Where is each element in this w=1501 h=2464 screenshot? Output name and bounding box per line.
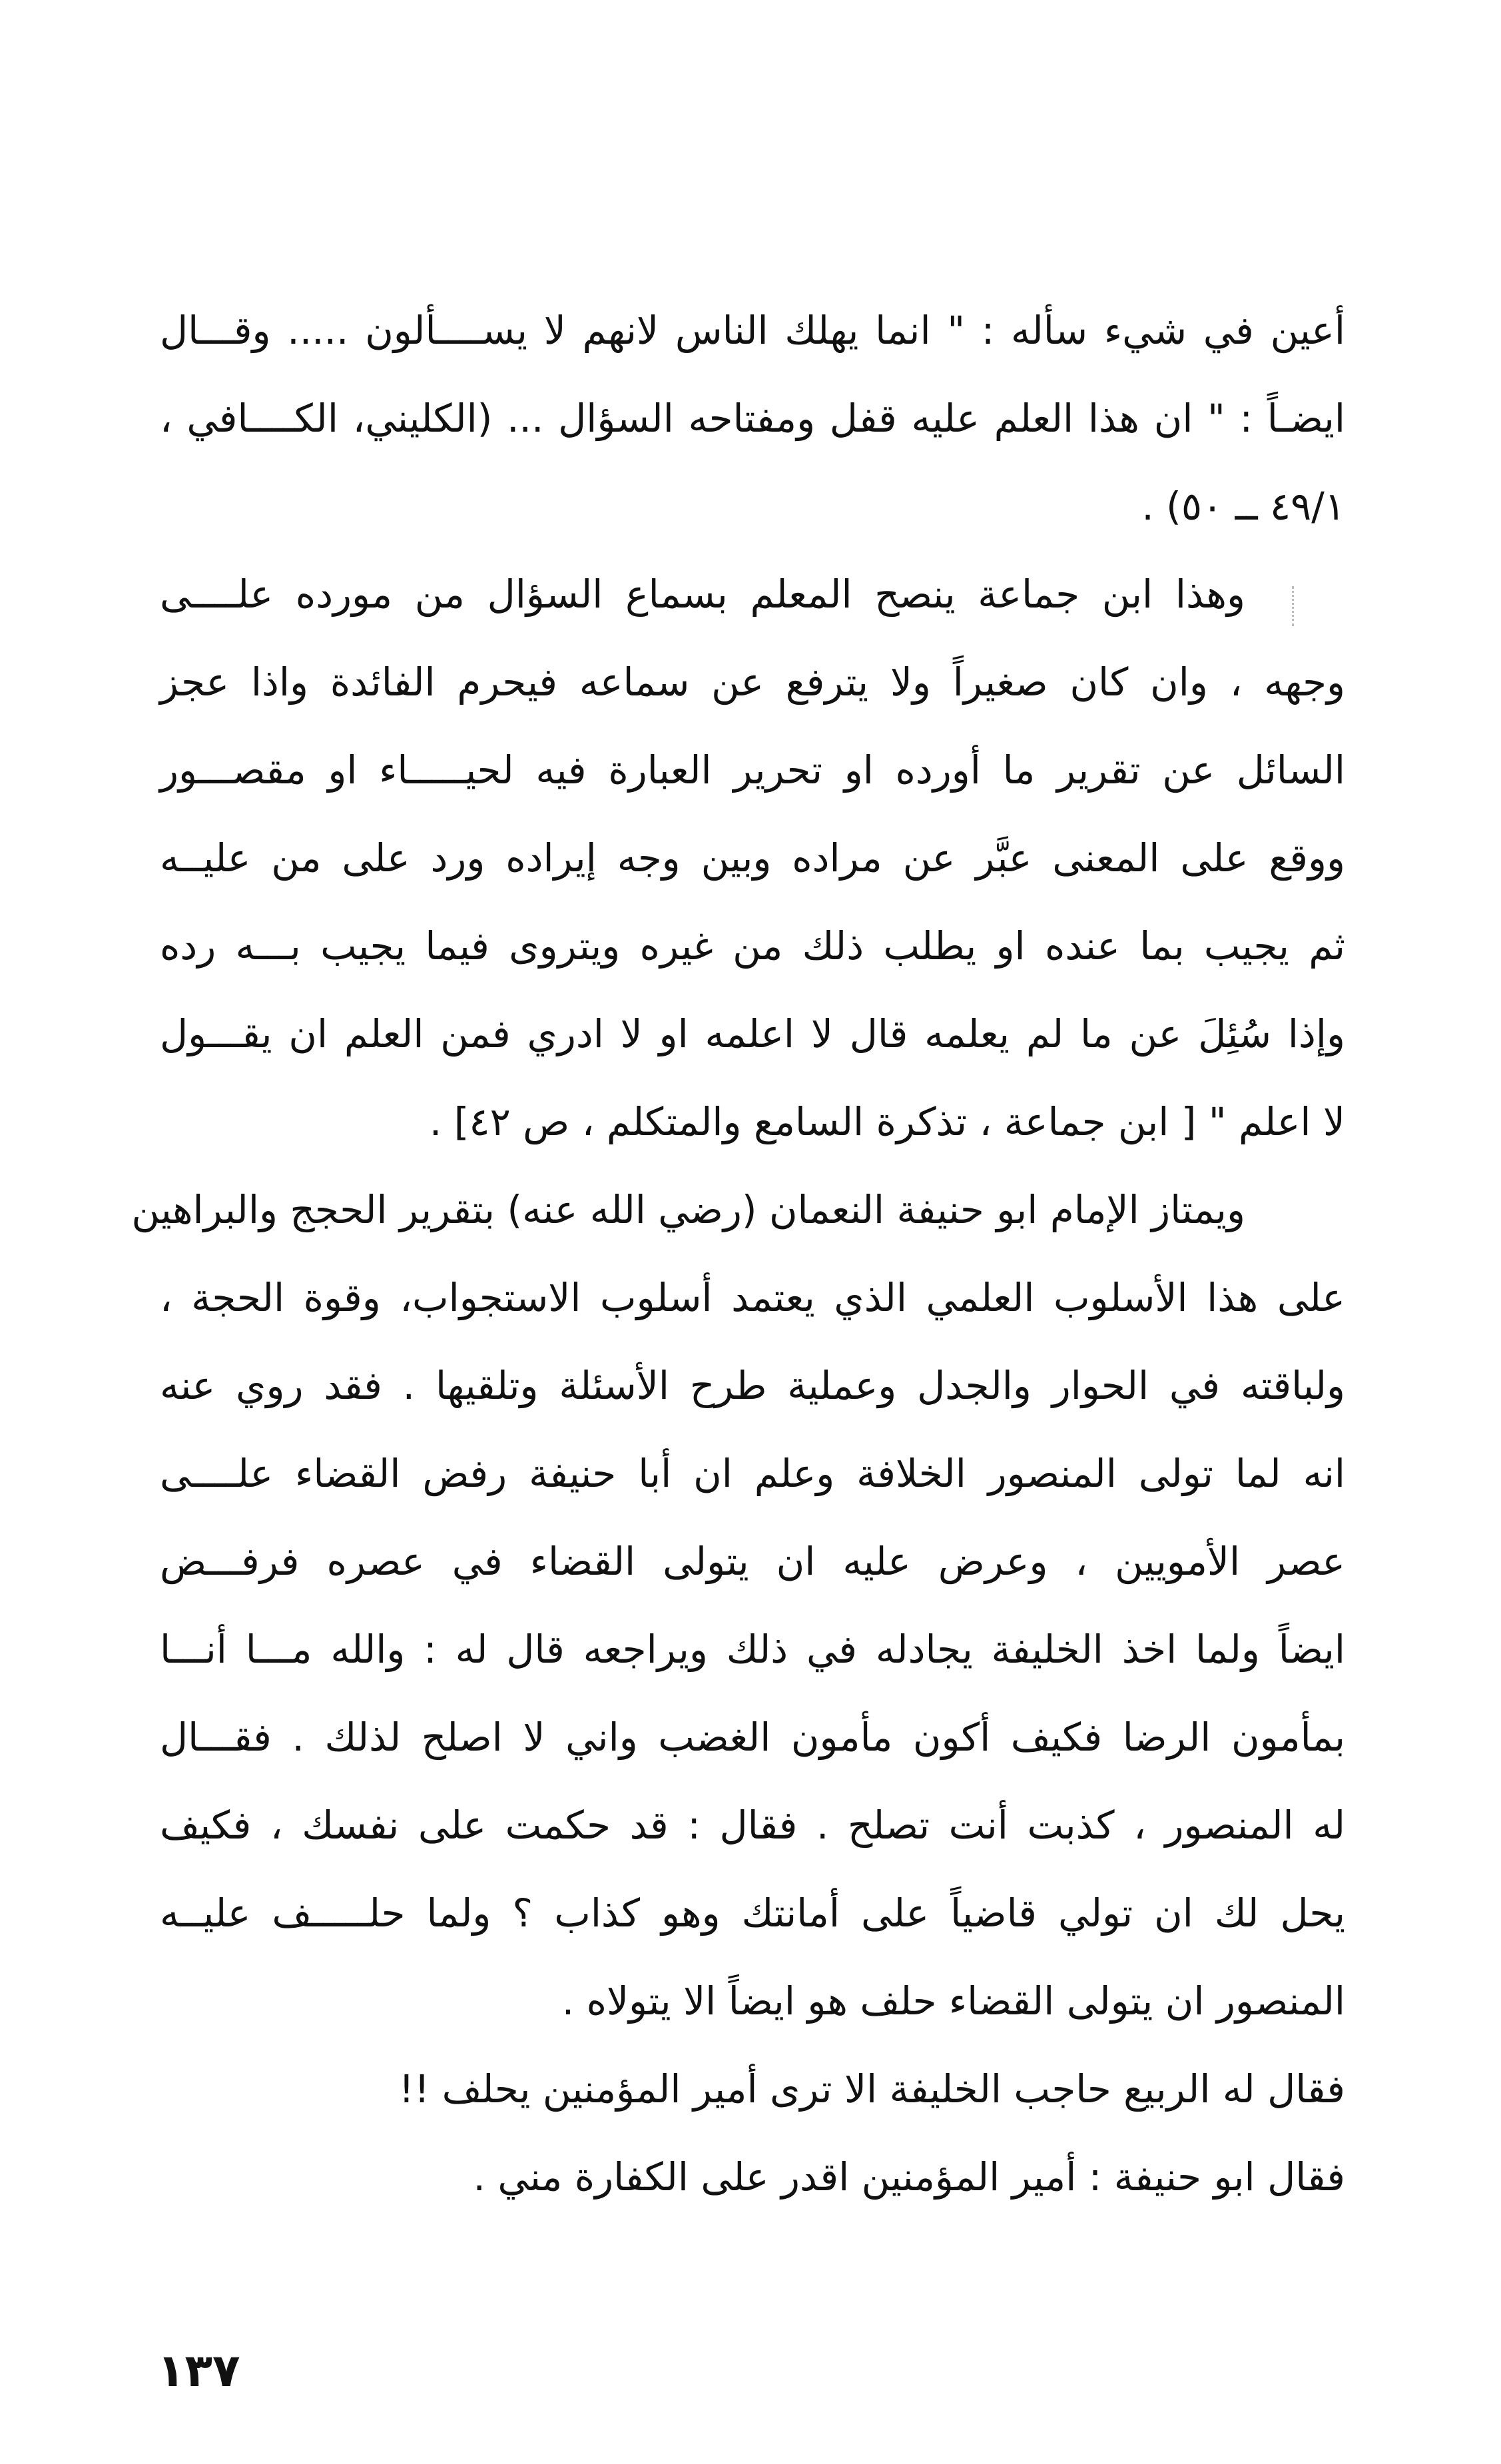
text-line: ويمتاز الإمام ابو حنيفة النعمان (رضي الله عنه) بتقرير الحجج والبراهين — [131, 1187, 1245, 1232]
text-line: وهذا ابن جماعة ينصح المعلم بسماع السؤال من مورده علــــى — [160, 572, 1245, 617]
paragraph-dialogue — [160, 2045, 1345, 2221]
text-line: أعين في شيء سأله : " انما يهلك الناس لانهم لا يســــألون ..... وقـــال — [160, 308, 1345, 353]
paragraph-ibn-jamaa — [160, 550, 1345, 1166]
text-line: لا اعلم " [ ابن جماعة ، تذكرة السامع والمتكلم ، ص ٤٢] . — [429, 1099, 1345, 1144]
text-line: السائل عن تقرير ما أورده او تحرير العبارة فيه لحيـــــاء او مقصـــور — [160, 747, 1345, 793]
paragraph-abu-hanifa — [131, 1166, 1345, 2045]
text-line: ايضـاً : " ان هذا العلم عليه قفل ومفتاحه السؤال ... (الكليني، الكــــافي ، — [160, 396, 1345, 441]
text-line: يحل لك ان تولي قاضياً على أمانتك وهو كذاب ؟ ولما حلـــــف عليــه — [160, 1890, 1345, 1936]
text-line: على هذا الأسلوب العلمي الذي يعتمد أسلوب الاستجواب، وقوة الحجة ، — [160, 1275, 1345, 1320]
text-line: المنصور ان يتولى القضاء حلف هو ايضاً الا يتولاه . — [561, 1978, 1345, 2024]
text-line: ٤٩/١ ــ ٥٠) . — [1141, 484, 1345, 529]
text-line: بمأمون الرضا فكيف أكون مأمون الغضب واني لا اصلح لذلك . فقـــال — [160, 1715, 1345, 1760]
text-line: فقال له الربيع حاجب الخليفة الا ترى أمير المؤمنين يحلف !! — [398, 2066, 1345, 2112]
text-line: انه لما تولى المنصور الخلافة وعلم ان أبا حنيفة رفض القضاء علــــى — [160, 1451, 1345, 1496]
text-line: عصر الأمويين ، وعرض عليه ان يتولى القضاء في عصره فرفـــض — [160, 1539, 1345, 1584]
text-line: ووقع على المعنى عبَّر عن مراده وبين وجه إيراده ورد على من عليــه — [160, 835, 1345, 881]
page-number: ١٣٧ — [157, 2345, 240, 2397]
paragraph-quote-end — [160, 286, 1345, 550]
text-line: ولباقته في الحوار والجدل وعملية طرح الأسئلة وتلقيها . فقد روي عنه — [160, 1363, 1345, 1408]
text-line: ايضاً ولما اخذ الخليفة يجادله في ذلك ويراجعه قال له : والله مـــا أنـــا — [160, 1627, 1345, 1672]
text-line: ثم يجيب بما عنده او يطلب ذلك من غيره ويتروى فيما يجيب بـــه رده — [160, 923, 1345, 969]
text-line: وجهه ، وان كان صغيراً ولا يترفع عن سماعه فيحرم الفائدة واذا عجز — [160, 659, 1345, 705]
text-line: فقال ابو حنيفة : أمير المؤمنين اقدر على الكفارة مني . — [473, 2154, 1345, 2200]
text-line: له المنصور ، كذبت أنت تصلح . فقال : قد حكمت على نفسك ، فكيف — [160, 1803, 1345, 1848]
text-line: وإذا سُئِلَ عن ما لم يعلمه قال لا اعلمه او لا ادري فمن العلم ان يقـــول — [160, 1011, 1345, 1056]
